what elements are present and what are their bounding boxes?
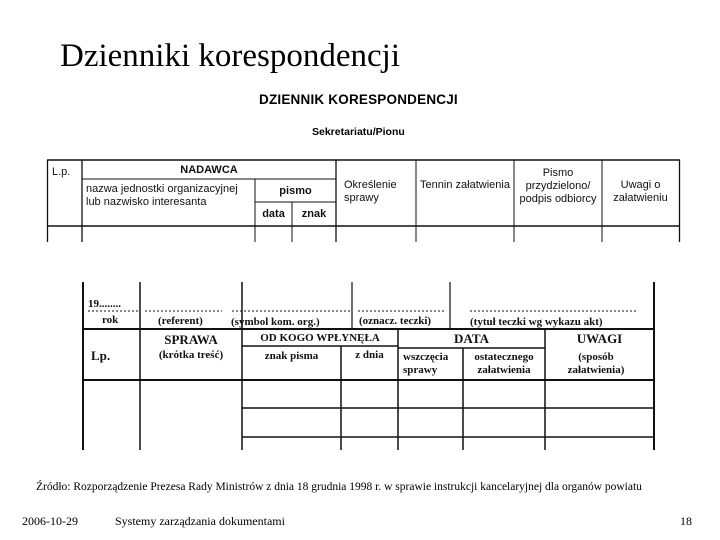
f2-sprawa-header: SPRAWA bbox=[164, 332, 218, 347]
source-citation: Źródło: Rozporządzenie Prezesa Rady Ministrów z dnia 18 grudnia 1998 r. w sprawie instrukcji kancelaryjnej dla organów powiatu bbox=[36, 481, 642, 493]
slide-title: Dzienniki korespondencji bbox=[60, 38, 400, 74]
f2-lp-header: Lp. bbox=[91, 348, 111, 363]
f1-okreslenie-header: Określenie sprawy bbox=[344, 179, 397, 204]
f2-sposob-header: (sposób załatwienia) bbox=[567, 351, 625, 376]
page-number: 18 bbox=[680, 514, 692, 528]
f2-rok: rok bbox=[102, 314, 119, 326]
f2-oznacz: (oznacz. teczki) bbox=[359, 315, 432, 327]
f2-data-header: DATA bbox=[454, 331, 489, 346]
f2-referent: (referent) bbox=[158, 315, 203, 327]
form-1-subtitle: Sekretariatu/Pionu bbox=[312, 126, 405, 138]
f2-krotka-header: (krótka treść) bbox=[158, 349, 224, 361]
f2-ostatecznego-header: ostatecznego załatwienia bbox=[474, 351, 534, 376]
f2-wszczecia-header: wszczęcia sprawy bbox=[403, 351, 449, 376]
f2-znak-pisma-header: znak pisma bbox=[264, 350, 319, 362]
form-1-title: DZIENNIK KORESPONDENCJI bbox=[259, 92, 458, 107]
f1-przydzielono-header: Pismo przydzielono/ podpis odbiorcy bbox=[519, 167, 597, 205]
f1-data-header: data bbox=[262, 208, 285, 220]
footer-date: 2006-10-29 bbox=[22, 514, 78, 528]
f2-z-dnia-header: z dnia bbox=[355, 349, 384, 361]
footer-course-title: Systemy zarządzania dokumentami bbox=[115, 514, 285, 528]
f1-uwagi-header: Uwagi o załatwieniu bbox=[613, 179, 668, 204]
f2-tytul: (tytuł teczki wg wykazu akt) bbox=[470, 316, 603, 328]
f1-nazwa-header: nazwa jednostki organizacyjnej lub nazwisko interesanta bbox=[86, 183, 238, 208]
f2-od-kogo-header: OD KOGO WPŁYNĘŁA bbox=[260, 332, 380, 344]
f2-uwagi-header: UWAGI bbox=[576, 331, 623, 346]
f1-nadawca-header: NADAWCA bbox=[180, 164, 238, 176]
f2-year: 19........ bbox=[88, 298, 121, 310]
f1-termin-header: Tennin załatwienia bbox=[420, 179, 510, 191]
f1-pismo-header: pismo bbox=[279, 185, 312, 197]
f1-znak-header: znak bbox=[301, 208, 327, 220]
f1-lp-header: L.p. bbox=[52, 166, 71, 178]
f2-symbol: (symbol kom. org.) bbox=[231, 316, 320, 328]
